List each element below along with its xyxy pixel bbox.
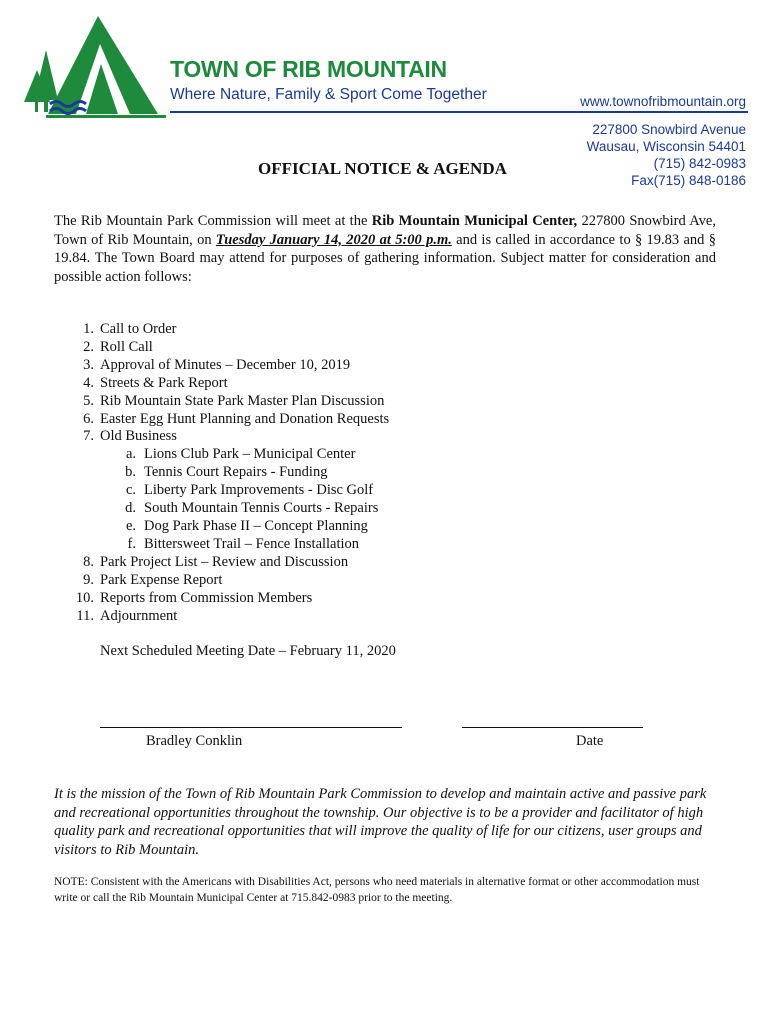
website-link[interactable]: www.townofribmountain.org (580, 94, 746, 109)
ada-note: NOTE: Consistent with the Americans with Disabilities Act, persons who need materials in alternative format or other accommodation must write or call the Rib Mountain Municipal Center at 715.842-0983 prior to the meeting. (54, 876, 700, 904)
agenda-subitem: e. Dog Park Phase II – Concept Planning (125, 517, 368, 534)
address-city: Wausau, Wisconsin 54401 (586, 139, 746, 154)
agenda-item: 2. Roll Call (83, 338, 153, 355)
agenda-item: 5. Rib Mountain State Park Master Plan Discussion (83, 392, 385, 409)
agenda-item: 3. Approval of Minutes – December 10, 2019 (83, 356, 351, 373)
meeting-location: Rib Mountain Municipal Center, (371, 213, 578, 229)
address-phone: (715) 842-0983 (653, 156, 746, 171)
agenda-subitem: f. Bittersweet Trail – Fence Installation (127, 535, 360, 552)
town-name: TOWN OF RIB MOUNTAIN (170, 56, 447, 82)
header-divider (170, 111, 748, 113)
agenda-item: 7. Old Business (83, 428, 177, 445)
agenda-list (54, 321, 654, 625)
notice-title: OFFICIAL NOTICE & AGENDA (258, 159, 507, 178)
next-meeting-date: Next Scheduled Meeting Date – February 11, 2020 (100, 643, 396, 659)
meeting-datetime: Tuesday January 14, 2020 at 5:00 p.m. (215, 231, 452, 248)
address-fax: Fax(715) 848-0186 (631, 173, 746, 188)
agenda-item: 11. Adjournment (76, 607, 178, 624)
date-label: Date (576, 733, 604, 749)
agenda-item: 4. Streets & Park Report (83, 374, 228, 391)
agenda-item: 1. Call to Order (83, 321, 177, 337)
agenda-subitem: b. Tennis Court Repairs - Funding (125, 464, 328, 481)
tagline: Where Nature, Family & Sport Come Together (170, 86, 487, 103)
address-street: 227800 Snowbird Avenue (592, 122, 746, 137)
intro-text-3: and is called in accordance to § 19.83 and § 19.84. The Town Board may attend for purposes of gathering information. Subject matter for consideration and possible action follows: (54, 231, 716, 285)
agenda-subitem: c. Liberty Park Improvements - Disc Golf (125, 482, 374, 499)
agenda-item: 9. Park Expense Report (83, 571, 223, 588)
intro-paragraph (54, 212, 716, 286)
agenda-subitem: d. South Mountain Tennis Courts - Repairs (125, 500, 379, 517)
agenda-item: 6. Easter Egg Hunt Planning and Donation Requests (83, 410, 390, 427)
signatory-name: Bradley Conklin (146, 733, 243, 749)
agenda-item: 8. Park Project List – Review and Discussion (83, 553, 349, 570)
intro-text-2: 227800 Snowbird Ave, Town of Rib Mountain, on (54, 213, 716, 248)
intro-text-1: The Rib Mountain Park Commission will meet at the (54, 213, 372, 229)
signature-line (100, 727, 402, 728)
date-line (462, 727, 643, 728)
agenda-item: 10. Reports from Commission Members (75, 589, 313, 606)
agenda-subitem: a. Lions Club Park – Municipal Center (125, 446, 356, 463)
mission-statement: It is the mission of the Town of Rib Mountain Park Commission to develop and maintain active and passive park and recreational opportunities throughout the township. Our objective is to be a provider and facilitator of high quality park and recreational opportunities that will improve the quality of life for our citizens, user groups and visitors to Rib Mountain. (54, 786, 707, 858)
mountain-trees-lake-logo (20, 14, 170, 120)
address-block (587, 121, 746, 189)
